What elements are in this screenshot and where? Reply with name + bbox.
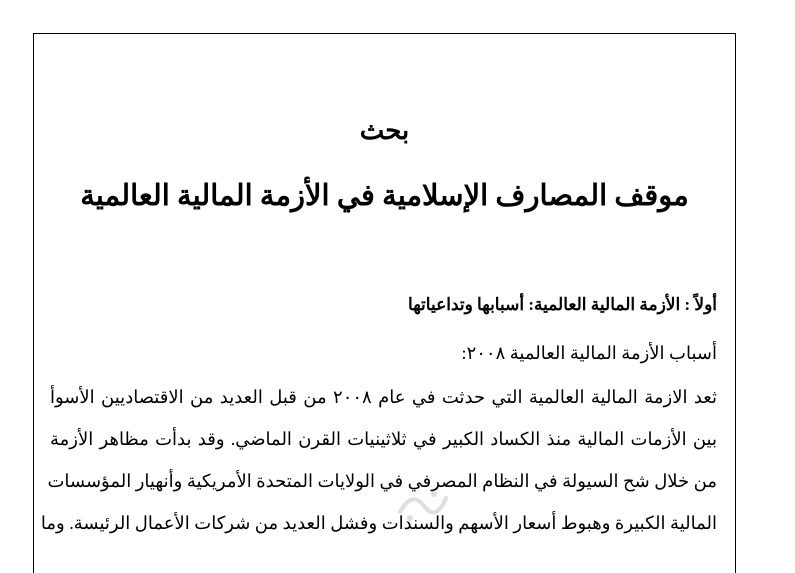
- body-line: المالية الكبيرة وهبوط أسعار الأسهم والسندات وفشل العديد من شركات الأعمال الرئيسة. وما: [40, 513, 717, 533]
- watermark-logo: [394, 486, 452, 526]
- body-line: ثعد الازمة المالية العالمية التي حدثت في عام ٢٠٠٨ من قبل العديد من الاقتصاديين الأسوأ: [50, 387, 717, 407]
- document-kicker: بحث: [359, 116, 410, 145]
- subheading: أسباب الأزمة المالية العالمية ٢٠٠٨:: [461, 343, 717, 363]
- document-page: [33, 33, 736, 573]
- section-heading: أولاً : الأزمة المالية العالمية: أسبابها وتداعياتها: [408, 295, 717, 314]
- body-line: من خلال شح السيولة في النظام المصرفي في الولايات المتحدة الأمريكية وأنهيار المؤسسات: [47, 471, 717, 491]
- document-title: موقف المصارف الإسلامية في الأزمة المالية العالمية: [80, 180, 689, 212]
- body-line: بين الأزمات المالية منذ الكساد الكبير في ثلاثينيات القرن الماضي. وقد بدأت مظاهر الأزمة: [50, 429, 717, 449]
